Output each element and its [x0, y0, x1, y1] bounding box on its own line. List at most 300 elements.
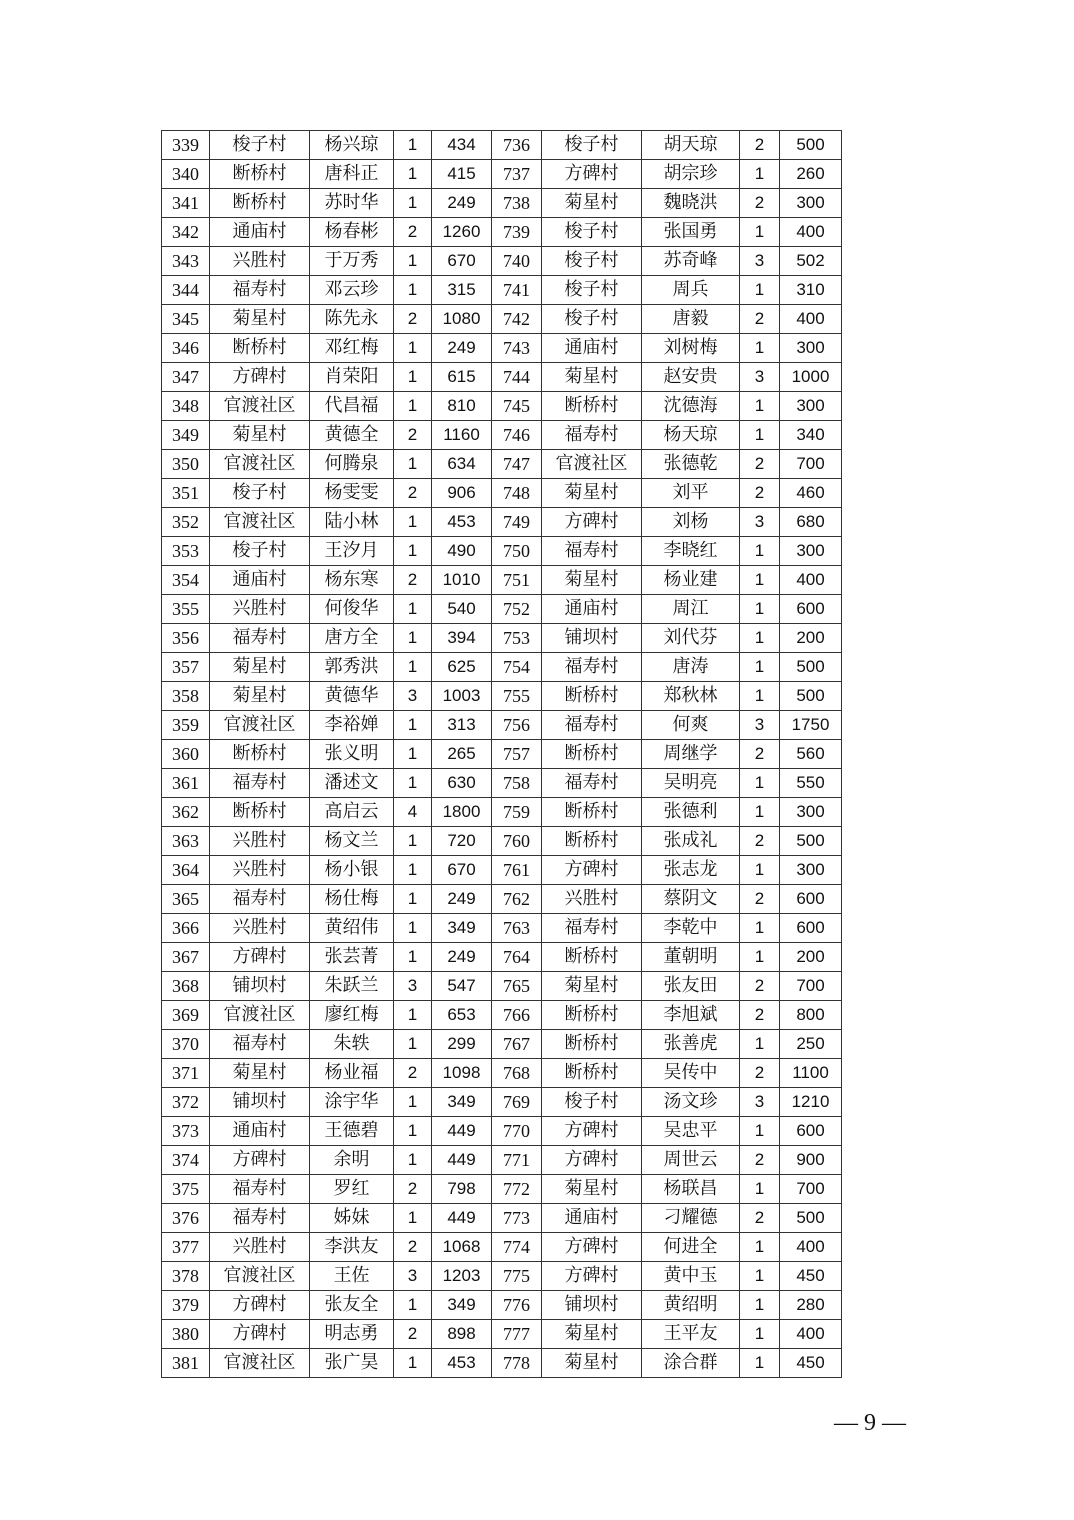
left-name-cell: 黄德全 — [310, 421, 394, 450]
right-index-cell: 768 — [492, 1059, 542, 1088]
table-row — [162, 247, 842, 276]
left-name-cell: 何腾泉 — [310, 450, 394, 479]
data-table — [161, 130, 842, 1378]
right-name-cell: 吴明亮 — [642, 769, 740, 798]
right-village-cell: 断桥村 — [542, 943, 642, 972]
left-index-cell: 375 — [162, 1175, 210, 1204]
right-amount-cell: 600 — [780, 1117, 842, 1146]
right-name-cell: 张国勇 — [642, 218, 740, 247]
left-count-cell: 1 — [394, 1349, 432, 1378]
right-count-cell: 2 — [740, 479, 780, 508]
left-amount-cell: 720 — [432, 827, 492, 856]
right-village-cell: 断桥村 — [542, 682, 642, 711]
left-village-cell: 菊星村 — [210, 305, 310, 334]
left-index-cell: 373 — [162, 1117, 210, 1146]
left-village-cell: 梭子村 — [210, 537, 310, 566]
left-index-cell: 357 — [162, 653, 210, 682]
left-village-cell: 官渡社区 — [210, 1001, 310, 1030]
right-index-cell: 736 — [492, 131, 542, 160]
left-name-cell: 郭秀洪 — [310, 653, 394, 682]
right-name-cell: 何进全 — [642, 1233, 740, 1262]
right-village-cell: 官渡社区 — [542, 450, 642, 479]
left-index-cell: 356 — [162, 624, 210, 653]
right-index-cell: 778 — [492, 1349, 542, 1378]
right-village-cell: 菊星村 — [542, 479, 642, 508]
table-row — [162, 450, 842, 479]
table-row — [162, 1059, 842, 1088]
left-name-cell: 明志勇 — [310, 1320, 394, 1349]
table-row — [162, 160, 842, 189]
right-name-cell: 张德利 — [642, 798, 740, 827]
left-amount-cell: 415 — [432, 160, 492, 189]
right-name-cell: 张友田 — [642, 972, 740, 1001]
right-village-cell: 通庙村 — [542, 334, 642, 363]
left-amount-cell: 349 — [432, 1088, 492, 1117]
right-index-cell: 772 — [492, 1175, 542, 1204]
left-index-cell: 353 — [162, 537, 210, 566]
right-village-cell: 梭子村 — [542, 1088, 642, 1117]
right-village-cell: 福寿村 — [542, 711, 642, 740]
right-amount-cell: 250 — [780, 1030, 842, 1059]
right-count-cell: 2 — [740, 740, 780, 769]
left-index-cell: 340 — [162, 160, 210, 189]
table-row — [162, 218, 842, 247]
left-index-cell: 378 — [162, 1262, 210, 1291]
left-index-cell: 346 — [162, 334, 210, 363]
left-village-cell: 官渡社区 — [210, 450, 310, 479]
left-amount-cell: 653 — [432, 1001, 492, 1030]
right-amount-cell: 1750 — [780, 711, 842, 740]
right-name-cell: 蔡阴文 — [642, 885, 740, 914]
left-name-cell: 余明 — [310, 1146, 394, 1175]
left-name-cell: 杨东寒 — [310, 566, 394, 595]
right-name-cell: 张成礼 — [642, 827, 740, 856]
left-index-cell: 354 — [162, 566, 210, 595]
right-name-cell: 杨业建 — [642, 566, 740, 595]
left-village-cell: 菊星村 — [210, 653, 310, 682]
right-index-cell: 749 — [492, 508, 542, 537]
left-name-cell: 杨春彬 — [310, 218, 394, 247]
left-name-cell: 姊妹 — [310, 1204, 394, 1233]
right-count-cell: 3 — [740, 247, 780, 276]
left-amount-cell: 453 — [432, 508, 492, 537]
table-row — [162, 798, 842, 827]
left-count-cell: 1 — [394, 450, 432, 479]
right-count-cell: 2 — [740, 972, 780, 1001]
left-amount-cell: 1260 — [432, 218, 492, 247]
left-count-cell: 1 — [394, 595, 432, 624]
right-amount-cell: 400 — [780, 566, 842, 595]
left-village-cell: 兴胜村 — [210, 595, 310, 624]
left-count-cell: 1 — [394, 827, 432, 856]
left-index-cell: 344 — [162, 276, 210, 305]
right-count-cell: 3 — [740, 508, 780, 537]
left-index-cell: 372 — [162, 1088, 210, 1117]
right-village-cell: 方碑村 — [542, 160, 642, 189]
right-village-cell: 方碑村 — [542, 1233, 642, 1262]
left-amount-cell: 1003 — [432, 682, 492, 711]
right-count-cell: 1 — [740, 914, 780, 943]
right-count-cell: 1 — [740, 624, 780, 653]
left-index-cell: 359 — [162, 711, 210, 740]
right-village-cell: 断桥村 — [542, 798, 642, 827]
right-name-cell: 周世云 — [642, 1146, 740, 1175]
table-row — [162, 1291, 842, 1320]
left-name-cell: 李裕婵 — [310, 711, 394, 740]
right-count-cell: 2 — [740, 827, 780, 856]
right-name-cell: 董朝明 — [642, 943, 740, 972]
right-index-cell: 765 — [492, 972, 542, 1001]
right-village-cell: 铺坝村 — [542, 1291, 642, 1320]
right-count-cell: 1 — [740, 421, 780, 450]
left-amount-cell: 670 — [432, 247, 492, 276]
right-village-cell: 梭子村 — [542, 218, 642, 247]
right-amount-cell: 502 — [780, 247, 842, 276]
right-name-cell: 涂合群 — [642, 1349, 740, 1378]
left-index-cell: 374 — [162, 1146, 210, 1175]
left-name-cell: 张广昊 — [310, 1349, 394, 1378]
left-count-cell: 1 — [394, 943, 432, 972]
left-village-cell: 官渡社区 — [210, 1262, 310, 1291]
left-name-cell: 王汐月 — [310, 537, 394, 566]
left-amount-cell: 1010 — [432, 566, 492, 595]
table-row — [162, 392, 842, 421]
left-name-cell: 杨业福 — [310, 1059, 394, 1088]
left-index-cell: 367 — [162, 943, 210, 972]
left-village-cell: 断桥村 — [210, 160, 310, 189]
left-index-cell: 363 — [162, 827, 210, 856]
right-amount-cell: 300 — [780, 392, 842, 421]
right-village-cell: 菊星村 — [542, 363, 642, 392]
right-amount-cell: 260 — [780, 160, 842, 189]
right-count-cell: 3 — [740, 363, 780, 392]
right-amount-cell: 500 — [780, 827, 842, 856]
right-amount-cell: 200 — [780, 943, 842, 972]
right-index-cell: 740 — [492, 247, 542, 276]
left-index-cell: 369 — [162, 1001, 210, 1030]
right-amount-cell: 400 — [780, 1320, 842, 1349]
left-count-cell: 1 — [394, 1117, 432, 1146]
left-amount-cell: 349 — [432, 1291, 492, 1320]
right-village-cell: 方碑村 — [542, 508, 642, 537]
right-index-cell: 769 — [492, 1088, 542, 1117]
right-index-cell: 745 — [492, 392, 542, 421]
left-count-cell: 1 — [394, 740, 432, 769]
right-name-cell: 胡天琼 — [642, 131, 740, 160]
left-amount-cell: 630 — [432, 769, 492, 798]
right-count-cell: 1 — [740, 1030, 780, 1059]
left-amount-cell: 453 — [432, 1349, 492, 1378]
right-village-cell: 梭子村 — [542, 247, 642, 276]
left-count-cell: 3 — [394, 1262, 432, 1291]
right-name-cell: 胡宗珍 — [642, 160, 740, 189]
table-row — [162, 1204, 842, 1233]
right-name-cell: 张志龙 — [642, 856, 740, 885]
right-count-cell: 1 — [740, 943, 780, 972]
left-index-cell: 349 — [162, 421, 210, 450]
left-count-cell: 1 — [394, 1204, 432, 1233]
right-village-cell: 方碑村 — [542, 1146, 642, 1175]
left-name-cell: 邓云珍 — [310, 276, 394, 305]
table-row — [162, 1117, 842, 1146]
left-village-cell: 福寿村 — [210, 1030, 310, 1059]
left-amount-cell: 299 — [432, 1030, 492, 1059]
left-amount-cell: 1068 — [432, 1233, 492, 1262]
left-index-cell: 339 — [162, 131, 210, 160]
left-amount-cell: 615 — [432, 363, 492, 392]
left-count-cell: 2 — [394, 1059, 432, 1088]
right-amount-cell: 450 — [780, 1262, 842, 1291]
left-village-cell: 官渡社区 — [210, 711, 310, 740]
right-amount-cell: 500 — [780, 131, 842, 160]
right-count-cell: 2 — [740, 305, 780, 334]
left-index-cell: 379 — [162, 1291, 210, 1320]
left-village-cell: 方碑村 — [210, 1291, 310, 1320]
table-row — [162, 1146, 842, 1175]
right-index-cell: 737 — [492, 160, 542, 189]
left-village-cell: 断桥村 — [210, 189, 310, 218]
right-amount-cell: 400 — [780, 305, 842, 334]
right-amount-cell: 900 — [780, 1146, 842, 1175]
left-count-cell: 1 — [394, 856, 432, 885]
left-name-cell: 朱轶 — [310, 1030, 394, 1059]
left-village-cell: 铺坝村 — [210, 1088, 310, 1117]
right-village-cell: 方碑村 — [542, 856, 642, 885]
left-count-cell: 1 — [394, 363, 432, 392]
right-name-cell: 何爽 — [642, 711, 740, 740]
left-village-cell: 断桥村 — [210, 798, 310, 827]
table-row — [162, 943, 842, 972]
right-index-cell: 756 — [492, 711, 542, 740]
right-village-cell: 菊星村 — [542, 189, 642, 218]
right-count-cell: 1 — [740, 682, 780, 711]
right-count-cell: 1 — [740, 653, 780, 682]
table-row — [162, 189, 842, 218]
right-count-cell: 1 — [740, 537, 780, 566]
right-village-cell: 梭子村 — [542, 131, 642, 160]
left-village-cell: 梭子村 — [210, 131, 310, 160]
left-amount-cell: 313 — [432, 711, 492, 740]
page-number: — 9 — — [834, 1410, 906, 1436]
right-name-cell: 刁耀德 — [642, 1204, 740, 1233]
right-index-cell: 743 — [492, 334, 542, 363]
right-name-cell: 郑秋林 — [642, 682, 740, 711]
right-name-cell: 张德乾 — [642, 450, 740, 479]
right-index-cell: 746 — [492, 421, 542, 450]
right-amount-cell: 1000 — [780, 363, 842, 392]
right-count-cell: 1 — [740, 1320, 780, 1349]
table-row — [162, 334, 842, 363]
right-index-cell: 748 — [492, 479, 542, 508]
left-name-cell: 肖荣阳 — [310, 363, 394, 392]
right-amount-cell: 1100 — [780, 1059, 842, 1088]
table-row — [162, 131, 842, 160]
left-count-cell: 1 — [394, 392, 432, 421]
table-row — [162, 711, 842, 740]
left-count-cell: 1 — [394, 1291, 432, 1320]
left-amount-cell: 449 — [432, 1146, 492, 1175]
left-count-cell: 2 — [394, 421, 432, 450]
left-name-cell: 何俊华 — [310, 595, 394, 624]
left-count-cell: 2 — [394, 479, 432, 508]
left-amount-cell: 810 — [432, 392, 492, 421]
left-village-cell: 兴胜村 — [210, 1233, 310, 1262]
left-name-cell: 王德碧 — [310, 1117, 394, 1146]
right-index-cell: 760 — [492, 827, 542, 856]
table-row — [162, 856, 842, 885]
table-row — [162, 885, 842, 914]
right-name-cell: 苏奇峰 — [642, 247, 740, 276]
right-amount-cell: 400 — [780, 1233, 842, 1262]
left-index-cell: 371 — [162, 1059, 210, 1088]
right-amount-cell: 700 — [780, 1175, 842, 1204]
right-amount-cell: 700 — [780, 450, 842, 479]
left-village-cell: 铺坝村 — [210, 972, 310, 1001]
left-index-cell: 350 — [162, 450, 210, 479]
left-index-cell: 360 — [162, 740, 210, 769]
left-index-cell: 365 — [162, 885, 210, 914]
right-name-cell: 李乾中 — [642, 914, 740, 943]
left-count-cell: 1 — [394, 131, 432, 160]
right-index-cell: 775 — [492, 1262, 542, 1291]
left-village-cell: 福寿村 — [210, 624, 310, 653]
left-name-cell: 杨雯雯 — [310, 479, 394, 508]
left-name-cell: 张友全 — [310, 1291, 394, 1320]
right-count-cell: 1 — [740, 1233, 780, 1262]
right-village-cell: 福寿村 — [542, 914, 642, 943]
left-amount-cell: 249 — [432, 334, 492, 363]
table-row — [162, 1262, 842, 1291]
right-amount-cell: 500 — [780, 653, 842, 682]
left-count-cell: 1 — [394, 653, 432, 682]
right-village-cell: 福寿村 — [542, 537, 642, 566]
table-row — [162, 682, 842, 711]
left-count-cell: 1 — [394, 247, 432, 276]
left-index-cell: 370 — [162, 1030, 210, 1059]
right-amount-cell: 280 — [780, 1291, 842, 1320]
left-count-cell: 2 — [394, 1175, 432, 1204]
right-index-cell: 766 — [492, 1001, 542, 1030]
left-index-cell: 345 — [162, 305, 210, 334]
left-index-cell: 368 — [162, 972, 210, 1001]
table-row — [162, 1088, 842, 1117]
table-row — [162, 363, 842, 392]
right-name-cell: 周兵 — [642, 276, 740, 305]
right-name-cell: 赵安贵 — [642, 363, 740, 392]
table-row — [162, 508, 842, 537]
left-name-cell: 苏时华 — [310, 189, 394, 218]
right-index-cell: 764 — [492, 943, 542, 972]
table-row — [162, 537, 842, 566]
right-count-cell: 1 — [740, 276, 780, 305]
left-count-cell: 1 — [394, 1146, 432, 1175]
table-row — [162, 769, 842, 798]
left-count-cell: 2 — [394, 1233, 432, 1262]
left-village-cell: 福寿村 — [210, 276, 310, 305]
left-index-cell: 347 — [162, 363, 210, 392]
right-amount-cell: 700 — [780, 972, 842, 1001]
left-amount-cell: 1800 — [432, 798, 492, 827]
right-count-cell: 1 — [740, 1262, 780, 1291]
left-count-cell: 1 — [394, 624, 432, 653]
right-name-cell: 唐毅 — [642, 305, 740, 334]
left-count-cell: 3 — [394, 972, 432, 1001]
left-count-cell: 1 — [394, 885, 432, 914]
left-count-cell: 1 — [394, 769, 432, 798]
right-name-cell: 唐涛 — [642, 653, 740, 682]
left-village-cell: 菊星村 — [210, 682, 310, 711]
left-name-cell: 张义明 — [310, 740, 394, 769]
left-amount-cell: 798 — [432, 1175, 492, 1204]
left-index-cell: 342 — [162, 218, 210, 247]
left-count-cell: 2 — [394, 305, 432, 334]
right-count-cell: 3 — [740, 1088, 780, 1117]
right-index-cell: 776 — [492, 1291, 542, 1320]
right-amount-cell: 300 — [780, 798, 842, 827]
right-amount-cell: 300 — [780, 537, 842, 566]
right-name-cell: 黄绍明 — [642, 1291, 740, 1320]
right-name-cell: 张善虎 — [642, 1030, 740, 1059]
right-index-cell: 758 — [492, 769, 542, 798]
table-row — [162, 740, 842, 769]
right-index-cell: 751 — [492, 566, 542, 595]
left-name-cell: 杨小银 — [310, 856, 394, 885]
table-row — [162, 972, 842, 1001]
right-index-cell: 771 — [492, 1146, 542, 1175]
right-name-cell: 周江 — [642, 595, 740, 624]
right-name-cell: 黄中玉 — [642, 1262, 740, 1291]
left-name-cell: 陈先永 — [310, 305, 394, 334]
right-name-cell: 刘平 — [642, 479, 740, 508]
left-amount-cell: 449 — [432, 1117, 492, 1146]
table-row — [162, 276, 842, 305]
left-name-cell: 杨仕梅 — [310, 885, 394, 914]
right-village-cell: 方碑村 — [542, 1262, 642, 1291]
left-amount-cell: 1098 — [432, 1059, 492, 1088]
left-village-cell: 梭子村 — [210, 479, 310, 508]
right-index-cell: 757 — [492, 740, 542, 769]
table-row — [162, 653, 842, 682]
right-count-cell: 1 — [740, 769, 780, 798]
right-count-cell: 1 — [740, 566, 780, 595]
left-village-cell: 兴胜村 — [210, 856, 310, 885]
left-village-cell: 菊星村 — [210, 421, 310, 450]
right-amount-cell: 340 — [780, 421, 842, 450]
left-name-cell: 廖红梅 — [310, 1001, 394, 1030]
right-amount-cell: 600 — [780, 914, 842, 943]
left-count-cell: 1 — [394, 1001, 432, 1030]
left-index-cell: 377 — [162, 1233, 210, 1262]
left-count-cell: 4 — [394, 798, 432, 827]
table-row — [162, 479, 842, 508]
right-village-cell: 通庙村 — [542, 1204, 642, 1233]
left-name-cell: 张芸菁 — [310, 943, 394, 972]
right-name-cell: 周继学 — [642, 740, 740, 769]
left-name-cell: 李洪友 — [310, 1233, 394, 1262]
right-count-cell: 1 — [740, 160, 780, 189]
right-village-cell: 菊星村 — [542, 1349, 642, 1378]
right-index-cell: 739 — [492, 218, 542, 247]
left-amount-cell: 265 — [432, 740, 492, 769]
left-index-cell: 343 — [162, 247, 210, 276]
right-name-cell: 王平友 — [642, 1320, 740, 1349]
left-village-cell: 断桥村 — [210, 334, 310, 363]
right-amount-cell: 600 — [780, 595, 842, 624]
right-village-cell: 断桥村 — [542, 1030, 642, 1059]
left-village-cell: 通庙村 — [210, 566, 310, 595]
right-name-cell: 杨联昌 — [642, 1175, 740, 1204]
right-amount-cell: 300 — [780, 856, 842, 885]
